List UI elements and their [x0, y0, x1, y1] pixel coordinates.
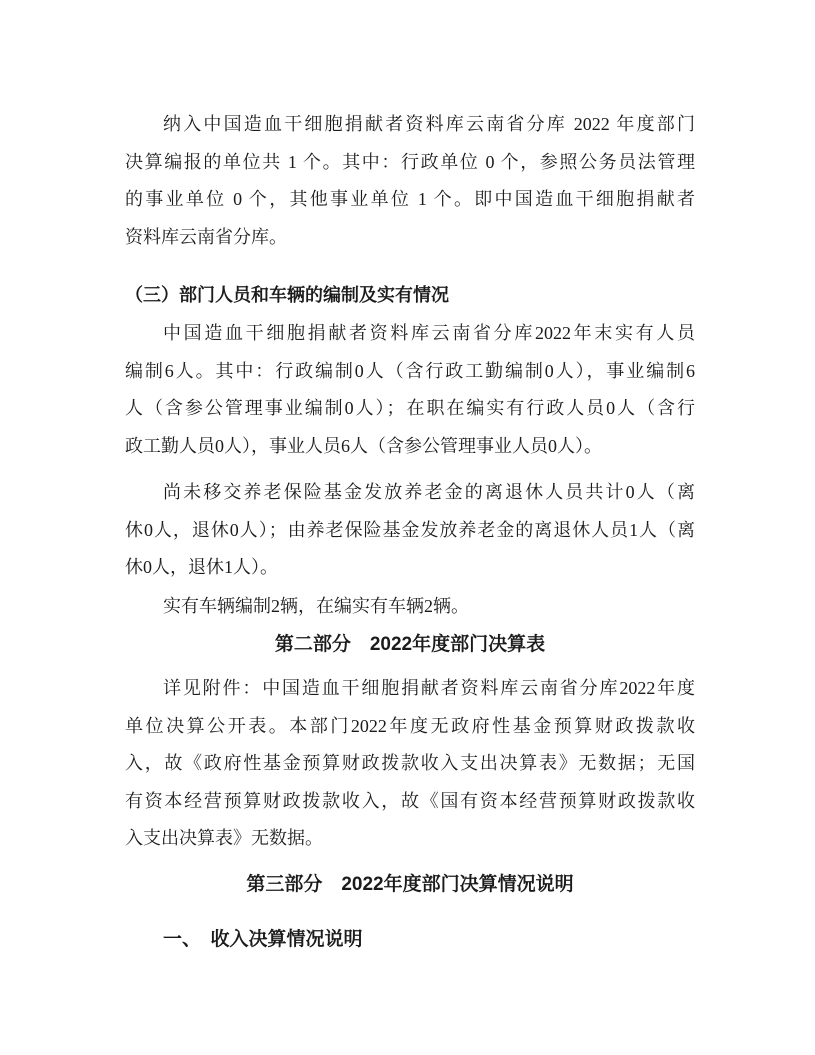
paragraph-line: 人（含参公管理事业编制0人）；在职在编实有行政人员0人（含行 [125, 398, 695, 419]
paragraph-line: 入，故《政府性基金预算财政拨款收入支出决算表》无数据；无国 [125, 753, 695, 774]
paragraph-line: 中国造血干细胞捐献者资料库云南省分库2022年末实有人员 [163, 323, 695, 343]
paragraph-line: 的事业单位 0 个，其他事业单位 1 个。即中国造血干细胞捐献者 [125, 189, 695, 210]
section-heading-staff-vehicles: （三）部门人员和车辆的编制及实有情况 [125, 285, 449, 305]
paragraph-line: 休0人，退休0人）；由养老保险基金发放养老金的离退休人员1人（离 [125, 519, 695, 540]
paragraph-line: 纳入中国造血干细胞捐献者资料库云南省分库 2022 年度部门 [163, 114, 695, 134]
paragraph-line: 政工勤人员0人），事业人员6人（含参公管理事业人员0人）。 [125, 435, 602, 456]
paragraph-retirees [125, 474, 695, 587]
part-heading-final-accounts-tables: 第二部分 2022年度部门决算表 [274, 634, 546, 655]
paragraph-line: 入支出决算表》无数据。 [125, 828, 323, 849]
paragraph-line: 单位决算公开表。本部门2022年度无政府性基金预算财政拨款收 [125, 715, 695, 736]
paragraph-line: 实有车辆编制2辆，在编实有车辆2辆。 [163, 596, 469, 616]
paragraph-line: 详见附件：中国造血干细胞捐献者资料库云南省分库2022年度 [163, 678, 695, 698]
paragraph-reporting-units [125, 106, 695, 256]
part-heading-final-accounts-explanation: 第三部分 2022年度部门决算情况说明 [246, 874, 574, 895]
paragraph-attachment-note [125, 670, 695, 858]
paragraph-line: 编制6人。其中：行政编制0人（含行政工勤编制0人），事业编制6 [125, 360, 695, 381]
paragraph-line: 有资本经营预算财政拨款收入，故《国有资本经营预算财政拨款收 [125, 790, 695, 811]
paragraph-vehicles [125, 588, 695, 626]
paragraph-line: 决算编报的单位共 1 个。其中：行政单位 0 个，参照公务员法管理 [125, 151, 695, 172]
paragraph-line: 资料库云南省分库。 [125, 226, 287, 247]
paragraph-line: 休0人，退休1人）。 [125, 557, 278, 578]
section-heading-income: 一、 收入决算情况说明 [163, 929, 363, 950]
paragraph-staff-establishment [125, 315, 695, 465]
paragraph-line: 尚未移交养老保险基金发放养老金的离退休人员共计0人（离 [163, 482, 695, 502]
